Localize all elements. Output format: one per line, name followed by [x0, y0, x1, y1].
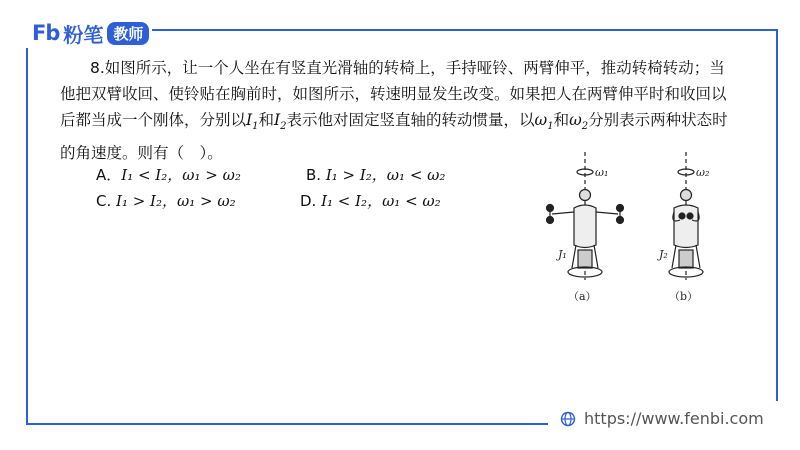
option-c[interactable] — [96, 190, 236, 211]
option-a-label: A． — [96, 166, 122, 184]
frame-top-border — [152, 29, 778, 31]
figure-caption-b: （b） — [669, 290, 699, 303]
option-a-text: I₁ < I₂，ω₁ > ω₂ — [121, 166, 241, 184]
option-d-label: D. — [300, 192, 322, 210]
option-c-label: C. — [96, 192, 117, 210]
symbol-I2: $I_2$ — [274, 111, 287, 133]
option-c-text: I₁ > I₂，ω₁ > ω₂ — [116, 192, 236, 210]
frame-right-border — [776, 29, 778, 401]
option-d-text: I₁ < I₂，ω₁ < ω₂ — [321, 192, 441, 210]
brand-logo — [32, 18, 149, 48]
footer-url[interactable]: https://www.fenbi.com — [584, 409, 764, 428]
frame-left-border — [26, 48, 28, 424]
logo-mark: Fb — [32, 21, 60, 45]
globe-icon — [560, 411, 576, 427]
figure-caption-a: （a） — [568, 290, 597, 303]
figure-j-2: J₂ — [659, 248, 668, 261]
option-b-text: I₁ > I₂，ω₁ < ω₂ — [325, 166, 446, 184]
question-and-1: 和 — [258, 111, 275, 129]
figure-j-1: J₁ — [558, 248, 567, 261]
figure-omega-2: ω₂ — [696, 166, 710, 179]
question-mid: 表示他对固定竖直轴的转动惯量，以 — [286, 111, 535, 129]
footer — [560, 409, 764, 428]
option-b[interactable] — [306, 164, 445, 185]
figure-omega-1: ω₁ — [595, 166, 609, 179]
question-number: 8. — [90, 59, 105, 77]
question-and-2: 和 — [553, 111, 570, 129]
logo-brand-name: 粉笔 — [63, 22, 104, 47]
option-b-label: B. — [306, 166, 326, 184]
logo-badge: 教师 — [107, 22, 149, 45]
rotating-chair-figure — [538, 150, 738, 310]
frame-bottom-border — [26, 423, 548, 425]
option-d[interactable] — [300, 190, 441, 211]
option-a[interactable] — [96, 164, 241, 185]
symbol-omega1: $\omega_1$ — [534, 111, 554, 133]
symbol-omega2: $\omega_2$ — [569, 111, 589, 133]
question-intro: 如图所示，让一个人坐在有竖直光滑轴的转椅上，手持哑铃、两臂伸平，推动转椅转动；当他把双臂收回、使铃贴在胸前时，如图所示，转速明显发生改变。如果把人在两臂伸平时和收回以后都当成一个刚体，分别以 — [60, 59, 727, 129]
question-tail: 分别表示两种状态时的角速度。则有（ ）。 — [60, 111, 728, 163]
symbol-I1: $I_1$ — [246, 111, 259, 133]
